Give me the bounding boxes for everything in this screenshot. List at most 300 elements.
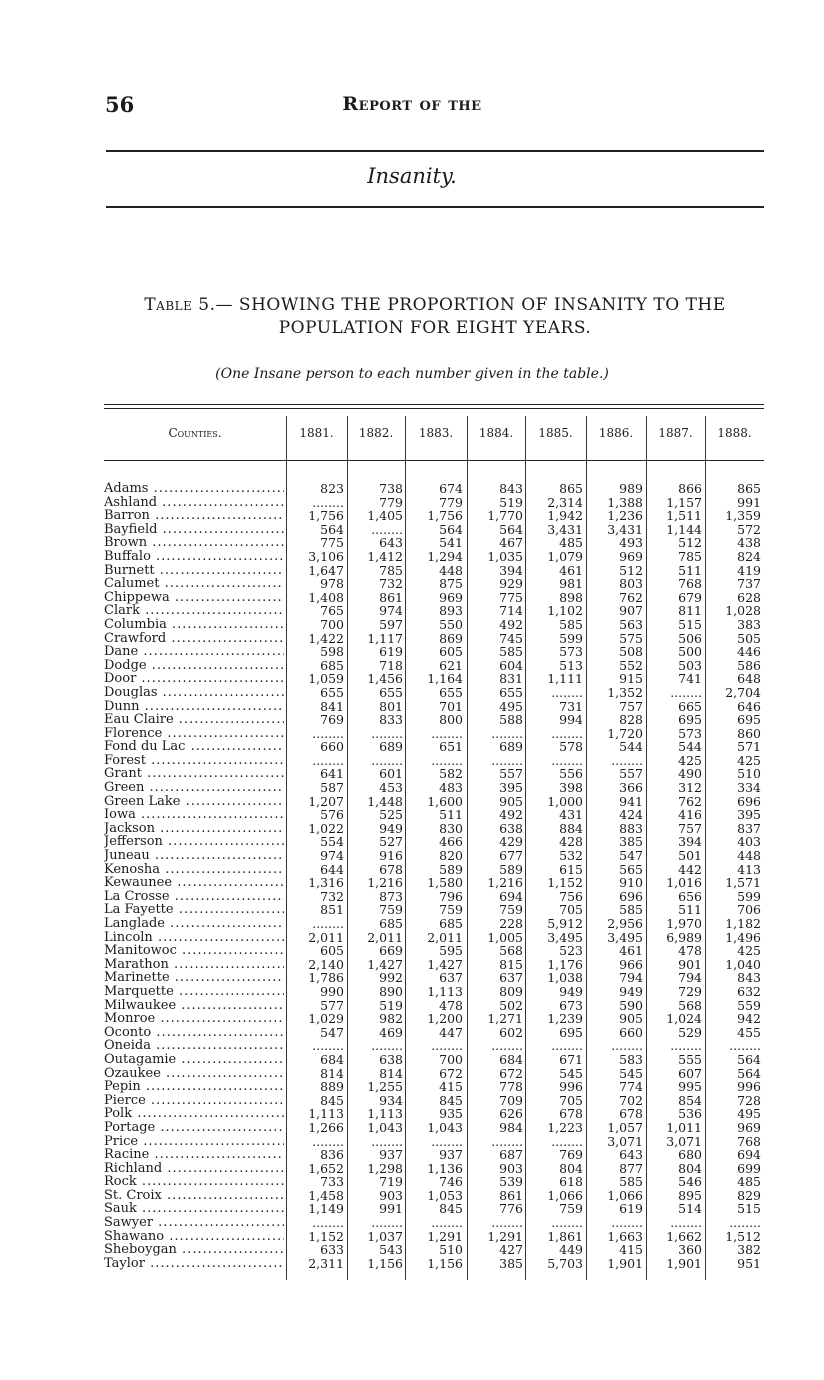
table-cell: 996 xyxy=(559,1079,583,1095)
table-cell: 756 xyxy=(559,888,583,904)
table-cell: ........ xyxy=(551,1133,583,1149)
table-cell: 1,901 xyxy=(607,1255,643,1271)
table-cell: 695 xyxy=(678,712,702,728)
table-cell: 312 xyxy=(678,780,702,796)
table-cell: 515 xyxy=(737,1201,761,1217)
table-cell: 559 xyxy=(737,997,761,1013)
header-1886: 1886. xyxy=(598,426,634,440)
table-cell: 889 xyxy=(320,1079,344,1095)
table-cell: 1,113 xyxy=(367,1106,403,1122)
table-cell: 1,580 xyxy=(427,875,463,891)
table-cell: 732 xyxy=(379,576,403,592)
table-cell: 768 xyxy=(737,1133,761,1149)
table-cell: 544 xyxy=(619,739,643,755)
table-cell: 508 xyxy=(619,644,643,660)
table-cell: 741 xyxy=(678,671,702,687)
table-cell: 820 xyxy=(439,848,463,864)
table-cell: 678 xyxy=(559,1106,583,1122)
table-cell: 564 xyxy=(499,521,523,537)
table-cell: ........ xyxy=(371,725,403,741)
header-1882: 1882. xyxy=(358,426,394,440)
table-cell: 1,266 xyxy=(308,1119,344,1135)
table-cell: 732 xyxy=(320,888,344,904)
table-cell: 585 xyxy=(559,616,583,632)
table-cell: 425 xyxy=(678,752,702,768)
table-cell: 1,029 xyxy=(308,1011,344,1027)
table-cell: 519 xyxy=(379,997,403,1013)
table-cell: 643 xyxy=(379,535,403,551)
county-name: Jefferson ..... xyxy=(104,835,284,849)
table-cell: 587 xyxy=(320,780,344,796)
table-cell: 501 xyxy=(678,848,702,864)
county-name: Columbia ..... xyxy=(104,618,284,632)
table-cell: 718 xyxy=(379,657,403,673)
county-name: Marquette ..... xyxy=(104,985,284,999)
table-cell: 1,456 xyxy=(367,671,403,687)
table-cell: 811 xyxy=(678,603,702,619)
table-cell: 701 xyxy=(439,698,463,714)
header-counties: Counties. xyxy=(168,426,222,440)
table-cell: 910 xyxy=(619,875,643,891)
table-cell: 672 xyxy=(499,1065,523,1081)
table-cell: 1,136 xyxy=(427,1160,463,1176)
table-cell: 669 xyxy=(379,943,403,959)
table-cell: 398 xyxy=(559,780,583,796)
table-cell: 500 xyxy=(678,644,702,660)
table-cell: ........ xyxy=(312,1038,344,1054)
table-cell: 394 xyxy=(499,562,523,578)
table-cell: ........ xyxy=(491,1215,523,1231)
county-name: Green Lake ..... xyxy=(104,795,284,809)
table-cell: ........ xyxy=(312,725,344,741)
table-cell: 383 xyxy=(737,616,761,632)
table-cell: 3,495 xyxy=(607,929,643,945)
table-cell: 492 xyxy=(499,616,523,632)
table-cell: 1,000 xyxy=(547,793,583,809)
table-cell: 483 xyxy=(439,780,463,796)
table-cell: 1,057 xyxy=(607,1119,643,1135)
county-name: Oconto ..... xyxy=(104,1026,284,1040)
table-cell: 1,040 xyxy=(725,956,761,972)
county-name: Rock ..... xyxy=(104,1175,284,1189)
table-cell: 1,144 xyxy=(666,521,702,537)
table-cell: 757 xyxy=(678,820,702,836)
table-cell: 949 xyxy=(559,983,583,999)
county-name: Portage ..... xyxy=(104,1121,284,1135)
county-name: Price ..... xyxy=(104,1135,284,1149)
table-cell: 702 xyxy=(619,1092,643,1108)
table-cell: 648 xyxy=(737,671,761,687)
table-cell: 1,038 xyxy=(547,970,583,986)
table-cell: 745 xyxy=(499,630,523,646)
table-cell: 949 xyxy=(379,820,403,836)
county-name: Burnett ..... xyxy=(104,564,284,578)
table-cell: 1,422 xyxy=(308,630,344,646)
table-cell: 577 xyxy=(320,997,344,1013)
table-cell: 583 xyxy=(619,1051,643,1067)
table-cell: 794 xyxy=(619,970,643,986)
table-cell: 564 xyxy=(737,1051,761,1067)
table-cell: 1,662 xyxy=(666,1228,702,1244)
table-cell: 728 xyxy=(737,1092,761,1108)
county-name: Pierce ..... xyxy=(104,1094,284,1108)
column-1886 xyxy=(586,482,643,1270)
county-name: Marathon ..... xyxy=(104,958,284,972)
table-cell: 991 xyxy=(379,1201,403,1217)
table-cell: 759 xyxy=(499,902,523,918)
header-1884: 1884. xyxy=(478,426,514,440)
table-cell: 981 xyxy=(559,576,583,592)
table-cell: 823 xyxy=(320,481,344,496)
table-cell: 1,388 xyxy=(607,494,643,510)
table-cell: 511 xyxy=(678,562,702,578)
table-cell: 385 xyxy=(499,1255,523,1271)
table-cell: 737 xyxy=(737,576,761,592)
table-cell: 2,956 xyxy=(607,916,643,931)
table-cell: 334 xyxy=(737,780,761,796)
table-cell: 824 xyxy=(737,548,761,564)
table-cell: 803 xyxy=(619,576,643,592)
table-cell: 1,152 xyxy=(547,875,583,891)
table-cell: 395 xyxy=(499,780,523,796)
table-cell: 785 xyxy=(379,562,403,578)
table-cell: 564 xyxy=(737,1065,761,1081)
table-cell: 1,511 xyxy=(666,508,702,524)
table-cell: ........ xyxy=(491,752,523,768)
table-cell: 619 xyxy=(379,644,403,660)
table-cell: 442 xyxy=(678,861,702,877)
county-name: Iowa ..... xyxy=(104,808,284,822)
table-cell: ........ xyxy=(551,752,583,768)
county-name: Ashland ..... xyxy=(104,496,284,510)
table-cell: 424 xyxy=(619,807,643,823)
table-cell: 1,786 xyxy=(308,970,344,986)
table-cell: 515 xyxy=(678,616,702,632)
table-cell: 626 xyxy=(499,1106,523,1122)
table-cell: 942 xyxy=(737,1011,761,1027)
county-name: Dodge ..... xyxy=(104,659,284,673)
table-title-line2: POPULATION FOR EIGHT YEARS. xyxy=(278,318,592,338)
table-cell: 605 xyxy=(320,943,344,959)
table-cell: 1,458 xyxy=(308,1187,344,1203)
table-cell: ........ xyxy=(431,1133,463,1149)
table-cell: 1,216 xyxy=(487,875,523,891)
county-name: Bayfield ..... xyxy=(104,523,284,537)
table-cell: ........ xyxy=(371,521,403,537)
county-name: Green ..... xyxy=(104,781,284,795)
table-cell: 505 xyxy=(737,630,761,646)
table-cell: 861 xyxy=(379,589,403,605)
table-cell: 875 xyxy=(439,576,463,592)
table-cell: 1,316 xyxy=(308,875,344,891)
table-cell: 916 xyxy=(379,848,403,864)
table-cell: 449 xyxy=(559,1242,583,1258)
table-cell: 1,037 xyxy=(367,1228,403,1244)
table-cell: 674 xyxy=(439,481,463,496)
table-cell: 419 xyxy=(737,562,761,578)
table-cell: 511 xyxy=(439,807,463,823)
table-cell: 495 xyxy=(737,1106,761,1122)
table-cell: 969 xyxy=(619,548,643,564)
county-name: Manitowoc ..... xyxy=(104,944,284,958)
table-cell: 841 xyxy=(320,698,344,714)
table-cell: 982 xyxy=(379,1011,403,1027)
county-name: Sheboygan ..... xyxy=(104,1243,284,1257)
table-cell: 585 xyxy=(619,1174,643,1190)
table-cell: 815 xyxy=(499,956,523,972)
column-1883 xyxy=(405,482,463,1270)
insanity-table xyxy=(104,404,764,1284)
table-cell: 996 xyxy=(737,1079,761,1095)
table-cell: 2,704 xyxy=(725,684,761,700)
table-cell: 685 xyxy=(320,657,344,673)
table-cell: 984 xyxy=(499,1119,523,1135)
table-cell: 601 xyxy=(379,766,403,782)
table-cell: 637 xyxy=(499,970,523,986)
table-cell: 831 xyxy=(499,671,523,687)
table-cell: 762 xyxy=(619,589,643,605)
table-cell: 425 xyxy=(737,752,761,768)
table-cell: 1,216 xyxy=(367,875,403,891)
table-cell: 1,176 xyxy=(547,956,583,972)
table-cell: 843 xyxy=(737,970,761,986)
table-cell: ........ xyxy=(431,725,463,741)
table-cell: ........ xyxy=(611,1038,643,1054)
table-cell: 641 xyxy=(320,766,344,782)
table-cell: 738 xyxy=(379,481,403,496)
table-cell: 3,431 xyxy=(607,521,643,537)
table-cell: 801 xyxy=(379,698,403,714)
table-cell: 660 xyxy=(619,1024,643,1040)
table-cell: 2,011 xyxy=(427,929,463,945)
table-cell: 492 xyxy=(499,807,523,823)
table-cell: 656 xyxy=(678,888,702,904)
table-cell: 1,448 xyxy=(367,793,403,809)
table-cell: 1,164 xyxy=(427,671,463,687)
table-cell: 775 xyxy=(499,589,523,605)
table-cell: 1,412 xyxy=(367,548,403,564)
table-cell: 1,200 xyxy=(427,1011,463,1027)
table-cell: 655 xyxy=(499,684,523,700)
table-cell: ........ xyxy=(611,1215,643,1231)
table-cell: 1,352 xyxy=(607,684,643,700)
table-cell: 1,236 xyxy=(607,508,643,524)
county-name: Door ..... xyxy=(104,672,284,686)
table-top-rule xyxy=(104,404,764,405)
table-cell: 455 xyxy=(737,1024,761,1040)
table-cell: 510 xyxy=(737,766,761,782)
table-cell: ........ xyxy=(729,1215,761,1231)
table-cell: 779 xyxy=(439,494,463,510)
table-cell: 643 xyxy=(619,1147,643,1163)
table-cell: 366 xyxy=(619,780,643,796)
table-cell: 3,495 xyxy=(547,929,583,945)
header-1885: 1885. xyxy=(538,426,573,440)
table-cell: 646 xyxy=(737,698,761,714)
table-cell: 1,652 xyxy=(308,1160,344,1176)
table-cell: 599 xyxy=(737,888,761,904)
table-cell: 2,314 xyxy=(547,494,583,510)
table-cell: 905 xyxy=(619,1011,643,1027)
table-cell: 448 xyxy=(737,848,761,864)
table-cell: 1,028 xyxy=(725,603,761,619)
table-cell: 700 xyxy=(439,1051,463,1067)
table-cell: 1,600 xyxy=(427,793,463,809)
table-cell: 588 xyxy=(499,712,523,728)
table-cell: 571 xyxy=(737,739,761,755)
table-label: Table 5. xyxy=(144,295,216,315)
table-cell: 619 xyxy=(619,1201,643,1217)
table-cell: 929 xyxy=(499,576,523,592)
table-cell: 1,022 xyxy=(308,820,344,836)
table-cell: 1,016 xyxy=(666,875,702,891)
table-cell: 809 xyxy=(499,983,523,999)
table-cell: 493 xyxy=(619,535,643,551)
county-name: Monroe ..... xyxy=(104,1012,284,1026)
table-cell: 814 xyxy=(320,1065,344,1081)
county-name: St. Croix ..... xyxy=(104,1189,284,1203)
table-cell: 3,071 xyxy=(666,1133,702,1149)
table-cell: 705 xyxy=(559,902,583,918)
table-cell: 585 xyxy=(619,902,643,918)
table-cell: 644 xyxy=(320,861,344,877)
table-cell: 660 xyxy=(320,739,344,755)
table-cell: 511 xyxy=(678,902,702,918)
table-cell: 415 xyxy=(439,1079,463,1095)
table-cell: 1,271 xyxy=(487,1011,523,1027)
table-cell: 1,079 xyxy=(547,548,583,564)
table-cell: 485 xyxy=(559,535,583,551)
table-cell: 937 xyxy=(379,1147,403,1163)
table-cell: 2,011 xyxy=(367,929,403,945)
table-cell: 5,912 xyxy=(547,916,583,931)
table-cell: 700 xyxy=(320,616,344,632)
table-cell: 854 xyxy=(678,1092,702,1108)
section-title: Insanity. xyxy=(367,164,457,188)
table-cell: 845 xyxy=(439,1201,463,1217)
table-cell: 903 xyxy=(379,1187,403,1203)
table-cell: ........ xyxy=(491,725,523,741)
table-cell: ........ xyxy=(312,752,344,768)
table-cell: 519 xyxy=(499,494,523,510)
table-cell: 1,770 xyxy=(487,508,523,524)
county-name: Crawford ..... xyxy=(104,632,284,646)
table-cell: 448 xyxy=(439,562,463,578)
table-cell: 563 xyxy=(619,616,643,632)
column-1882 xyxy=(347,482,403,1270)
table-cell: 431 xyxy=(559,807,583,823)
table-cell: 1,359 xyxy=(725,508,761,524)
table-cell: 447 xyxy=(439,1024,463,1040)
table-cell: ........ xyxy=(551,684,583,700)
county-name: Juneau ..... xyxy=(104,849,284,863)
table-cell: 934 xyxy=(379,1092,403,1108)
table-cell: ........ xyxy=(670,1038,702,1054)
table-cell: 769 xyxy=(559,1147,583,1163)
table-cell: 3,106 xyxy=(308,548,344,564)
table-cell: 1,720 xyxy=(607,725,643,741)
table-cell: 655 xyxy=(439,684,463,700)
table-cell: ........ xyxy=(431,752,463,768)
table-cell: 2,011 xyxy=(308,929,344,945)
table-cell: 699 xyxy=(737,1160,761,1176)
table-cell: 607 xyxy=(678,1065,702,1081)
table-cell: 845 xyxy=(320,1092,344,1108)
table-cell: ........ xyxy=(431,1038,463,1054)
table-cell: 969 xyxy=(439,589,463,605)
table-cell: 1,427 xyxy=(427,956,463,972)
table-cell: 453 xyxy=(379,780,403,796)
table-cell: 759 xyxy=(379,902,403,918)
table-cell: 585 xyxy=(499,644,523,660)
table-cell: 729 xyxy=(678,983,702,999)
table-cell: 684 xyxy=(499,1051,523,1067)
table-cell: 385 xyxy=(619,834,643,850)
table-cell: 719 xyxy=(379,1174,403,1190)
table-cell: 677 xyxy=(499,848,523,864)
table-cell: 689 xyxy=(499,739,523,755)
table-cell: 576 xyxy=(320,807,344,823)
table-cell: 599 xyxy=(559,630,583,646)
table-cell: 546 xyxy=(678,1174,702,1190)
table-cell: 1,207 xyxy=(308,793,344,809)
table-cell: 759 xyxy=(559,1201,583,1217)
table-caption xyxy=(105,294,765,340)
table-cell: 905 xyxy=(499,793,523,809)
running-header: Report of the xyxy=(342,93,482,115)
table-cell: 774 xyxy=(619,1079,643,1095)
table-cell: 502 xyxy=(499,997,523,1013)
table-cell: 1,408 xyxy=(308,589,344,605)
header-1881: 1881. xyxy=(299,426,334,440)
table-cell: 545 xyxy=(619,1065,643,1081)
table-cell: 552 xyxy=(619,657,643,673)
table-cell: 1,113 xyxy=(308,1106,344,1122)
page-number: 56 xyxy=(105,92,135,117)
table-cell: 951 xyxy=(737,1255,761,1271)
column-1885 xyxy=(525,482,583,1270)
table-cell: 2,140 xyxy=(308,956,344,972)
table-cell: 2,311 xyxy=(308,1255,344,1271)
table-cell: 5,703 xyxy=(547,1255,583,1271)
table-cell: 994 xyxy=(559,712,583,728)
table-cell: ........ xyxy=(670,684,702,700)
table-cell: 589 xyxy=(499,861,523,877)
county-name: Jackson ..... xyxy=(104,822,284,836)
county-name: Buffalo ..... xyxy=(104,550,284,564)
table-cell: 467 xyxy=(499,535,523,551)
table-cell: 1,035 xyxy=(487,548,523,564)
table-cell: 1,182 xyxy=(725,916,761,931)
county-name: Forest ..... xyxy=(104,754,284,768)
table-cell: ........ xyxy=(670,1215,702,1231)
table-cell: 1,512 xyxy=(725,1228,761,1244)
table-cell: ........ xyxy=(491,1133,523,1149)
table-cell: 568 xyxy=(678,997,702,1013)
table-cell: 382 xyxy=(737,1242,761,1258)
county-name: Pepin ..... xyxy=(104,1080,284,1094)
table-cell: 438 xyxy=(737,535,761,551)
county-name: Outagamie ..... xyxy=(104,1053,284,1067)
table-cell: 360 xyxy=(678,1242,702,1258)
table-cell: 461 xyxy=(619,943,643,959)
table-cell: 941 xyxy=(619,793,643,809)
table-cell: 1,405 xyxy=(367,508,403,524)
table-cell: 679 xyxy=(678,589,702,605)
table-cell: 992 xyxy=(379,970,403,986)
table-cell: 621 xyxy=(439,657,463,673)
table-cell: 915 xyxy=(619,671,643,687)
